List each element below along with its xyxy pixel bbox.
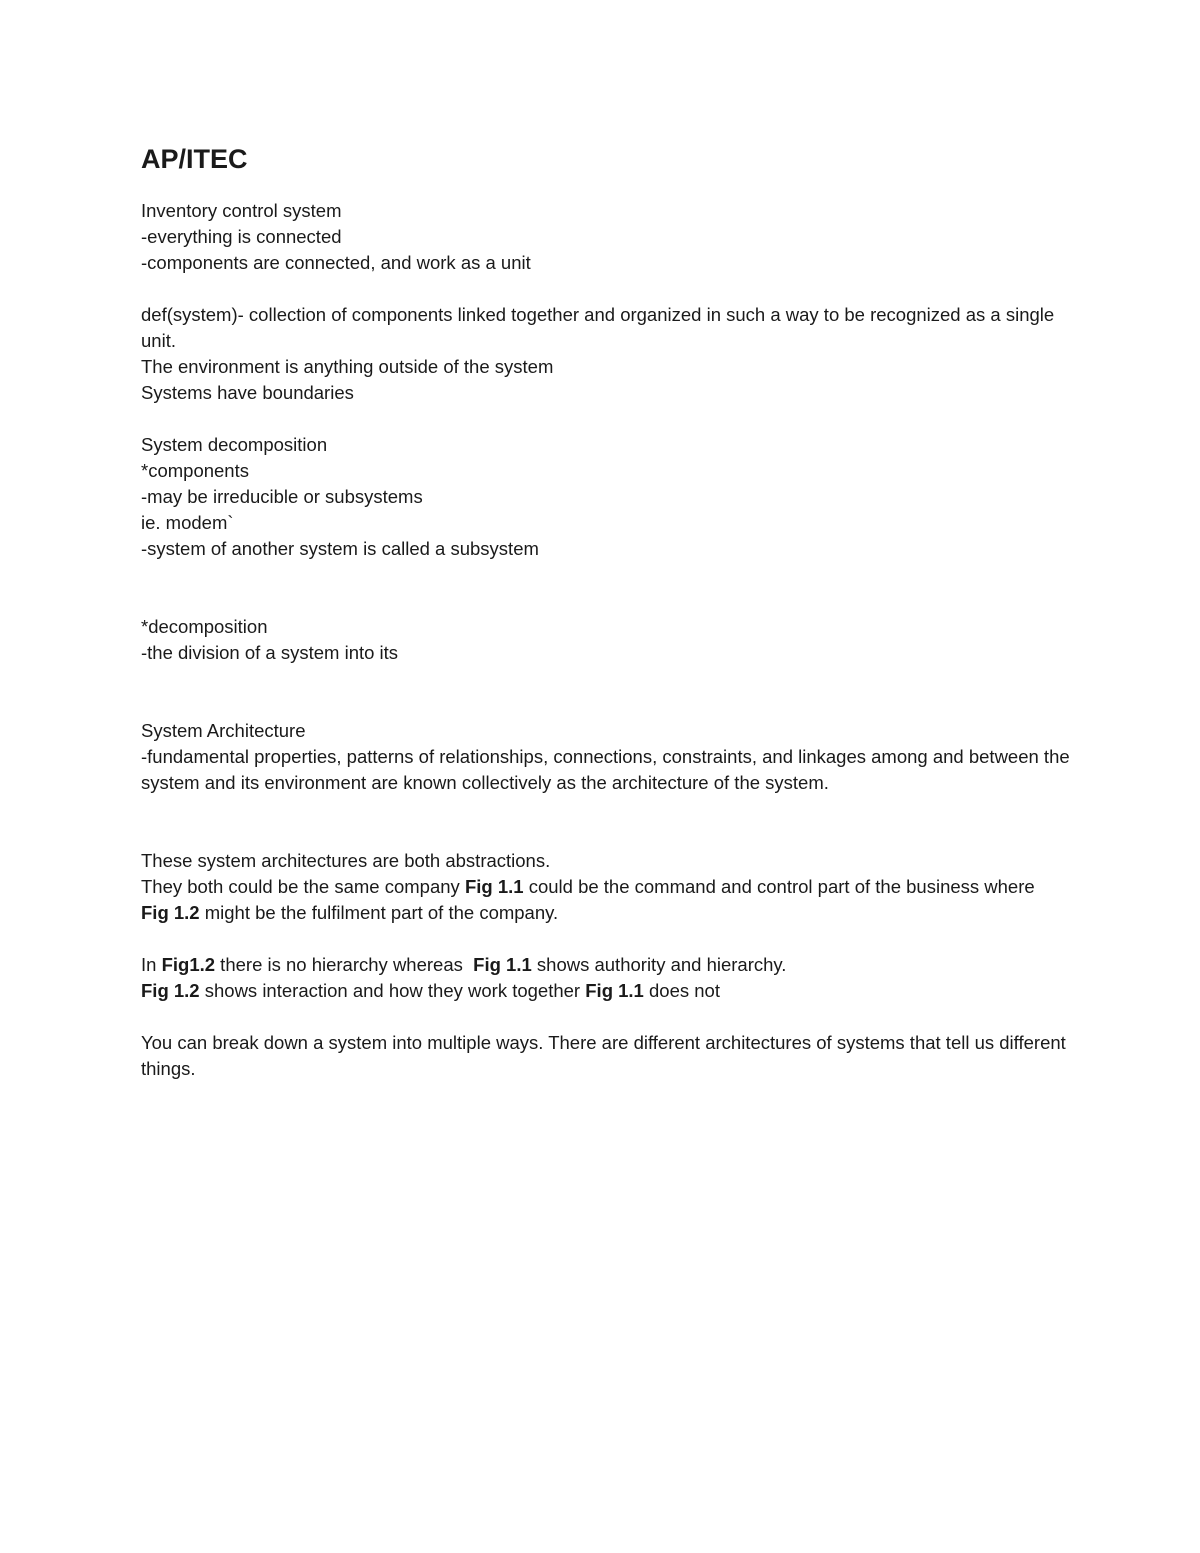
section-decomposition <box>141 432 1071 562</box>
text-line: -the division of a system into its <box>141 642 399 663</box>
section-decomposition-def <box>141 614 1071 666</box>
text-run: shows interaction and how they work together <box>199 980 586 1001</box>
section-definition <box>141 302 1071 406</box>
text-run: shows authority and hierarchy. <box>531 954 787 975</box>
text-line: def(system)- collection of components linked together and organized in such a way to be recognized as a single unit. <box>141 304 1060 351</box>
figure-reference: Fig1.2 <box>161 954 216 975</box>
text-line: *decomposition <box>141 616 268 637</box>
text-line: -may be irreducible or subsystems <box>141 486 423 507</box>
text-line: *components <box>141 460 249 481</box>
text-line: Inventory control system <box>141 200 342 221</box>
figure-reference: Fig 1.2 <box>141 980 200 1001</box>
section-hierarchy <box>141 952 1071 1004</box>
text-line <box>141 978 1071 1004</box>
section-architecture <box>141 718 1075 796</box>
text-line <box>141 952 1071 978</box>
text-line <box>141 874 1071 926</box>
text-run: might be the fulfilment part of the company. <box>199 902 559 923</box>
text-run: They both could be the same company <box>141 876 465 897</box>
text-line: Systems have boundaries <box>141 382 354 403</box>
text-run: there is no hierarchy whereas <box>215 954 474 975</box>
text-line: -system of another system is called a subsystem <box>141 538 539 559</box>
text-line: These system architectures are both abstractions. <box>141 850 551 871</box>
text-run: does not <box>643 980 720 1001</box>
text-line: System Architecture <box>141 720 306 741</box>
text-line: -everything is connected <box>141 226 342 247</box>
text-line: You can break down a system into multiple ways. There are different architectures of systems that tell us different things. <box>141 1032 1071 1079</box>
figure-reference: Fig 1.1 <box>473 954 532 975</box>
text-line: -components are connected, and work as a unit <box>141 252 531 273</box>
figure-reference: Fig 1.1 <box>585 980 644 1001</box>
document-page <box>141 140 1075 1082</box>
text-line: ie. modem` <box>141 512 234 533</box>
text-line: -fundamental properties, patterns of relationships, connections, constraints, and linkages among and between the system and its environment are known collectively as the architecture of the system. <box>141 746 1075 793</box>
text-run: could be the command and control part of the business where <box>523 876 1045 897</box>
section-inventory <box>141 198 1071 276</box>
figure-reference: Fig 1.2 <box>141 902 200 923</box>
figure-reference: Fig 1.1 <box>464 876 524 897</box>
text-line: System decomposition <box>141 434 328 455</box>
text-run: In <box>141 954 162 975</box>
section-abstractions <box>141 848 1071 926</box>
text-line: The environment is anything outside of the system <box>141 356 554 377</box>
document-title: AP/ITEC <box>141 144 248 174</box>
section-conclusion <box>141 1030 1071 1082</box>
